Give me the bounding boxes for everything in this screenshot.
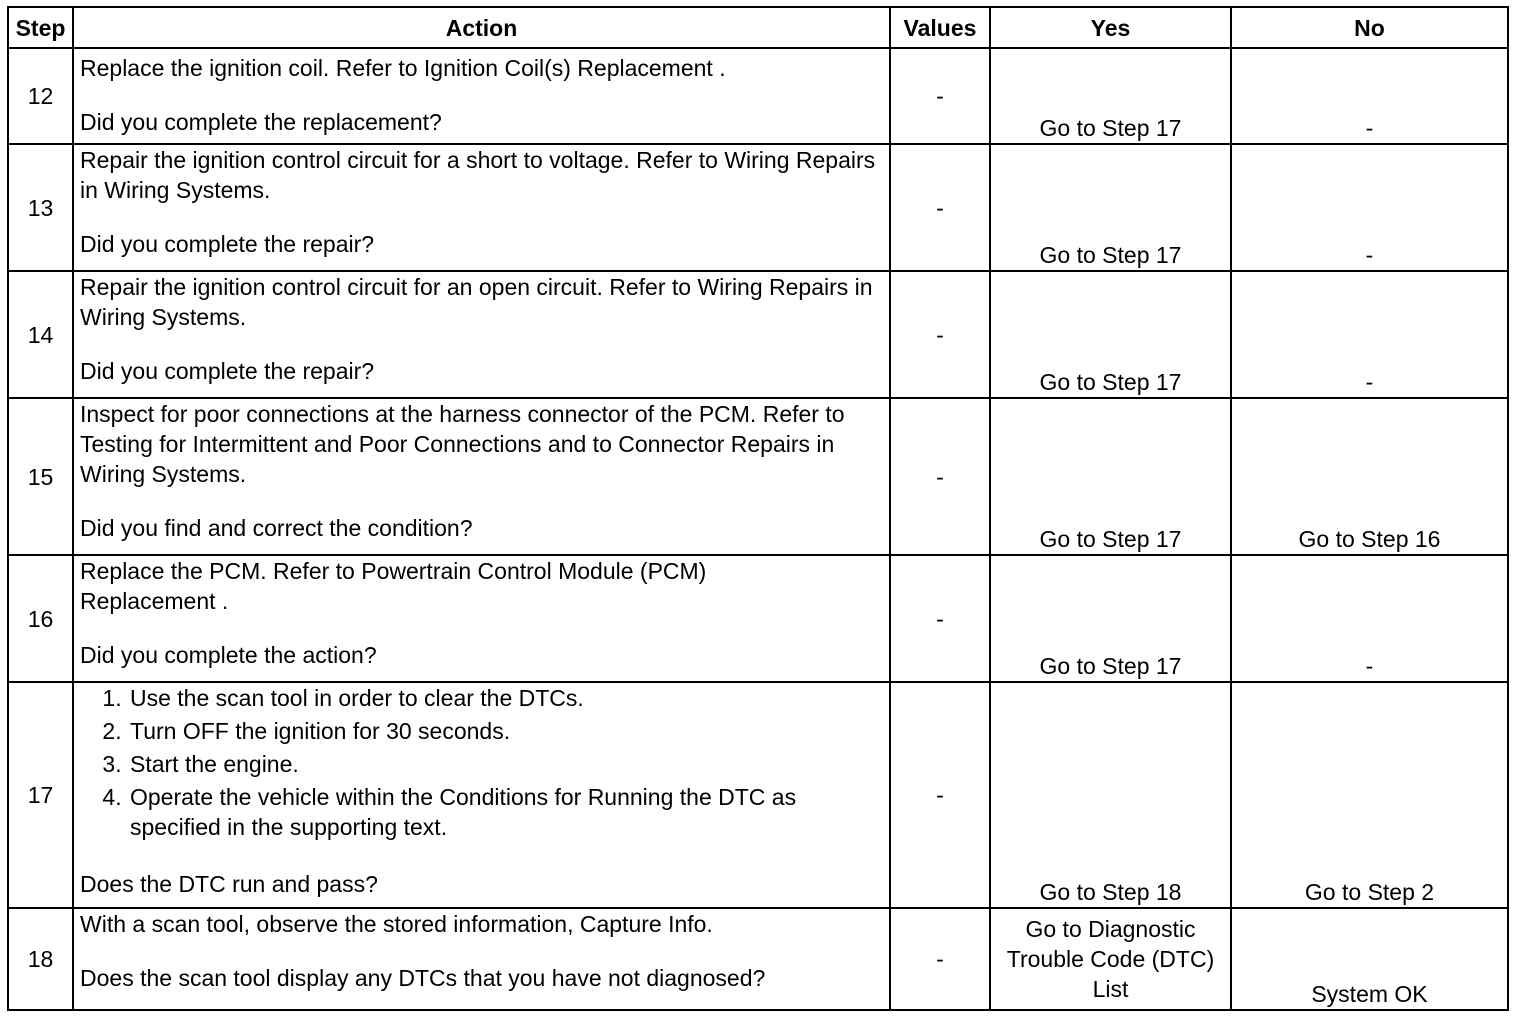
values-cell: -: [890, 555, 990, 682]
yes-result: [990, 908, 1231, 1010]
header-action: Action: [73, 7, 890, 48]
yes-result: Go to Step 18: [990, 682, 1231, 908]
action-instruction: Repair the ignition control circuit for a short to voltage. Refer to Wiring Repairs in Wiring Systems.: [80, 147, 876, 203]
action-cell: [73, 48, 890, 144]
action-cell: [73, 555, 890, 682]
no-result: -: [1231, 144, 1508, 271]
action-question: Did you complete the repair?: [80, 358, 375, 384]
yes-result-line: Go to Diagnostic: [1025, 916, 1196, 942]
no-result: -: [1231, 48, 1508, 144]
header-yes: Yes: [990, 7, 1231, 48]
action-question: Did you complete the replacement?: [80, 109, 442, 135]
action-instruction: Inspect for poor connections at the harness connector of the PCM. Refer to Testing for Intermittent and Poor Connections and to Connector Repairs in Wiring Systems.: [80, 401, 845, 487]
action-question: Does the scan tool display any DTCs that you have not diagnosed?: [80, 965, 766, 991]
table-row: [8, 144, 1508, 271]
step-number: 17: [8, 682, 73, 908]
substep-item: 2. Turn OFF the ignition for 30 seconds.: [128, 716, 883, 746]
yes-result-line: Trouble Code (DTC): [1006, 946, 1215, 972]
values-cell: -: [890, 271, 990, 398]
values-cell: -: [890, 144, 990, 271]
substep-list: [80, 683, 883, 842]
no-result: Go to Step 16: [1231, 398, 1508, 555]
yes-result: Go to Step 17: [990, 144, 1231, 271]
table-row: [8, 682, 1508, 908]
yes-result: Go to Step 17: [990, 555, 1231, 682]
yes-result: Go to Step 17: [990, 398, 1231, 555]
values-cell: -: [890, 908, 990, 1010]
table-row: [8, 908, 1508, 1010]
substep-item: 1. Use the scan tool in order to clear the DTCs.: [128, 683, 883, 713]
action-cell: [73, 144, 890, 271]
yes-result: Go to Step 17: [990, 48, 1231, 144]
action-question: Did you complete the repair?: [80, 231, 375, 257]
step-number: 12: [8, 48, 73, 144]
no-result: -: [1231, 555, 1508, 682]
step-number: 18: [8, 908, 73, 1010]
action-question: Did you complete the action?: [80, 642, 377, 668]
action-question: Does the DTC run and pass?: [80, 871, 378, 897]
values-cell: -: [890, 682, 990, 908]
action-cell: [73, 271, 890, 398]
step-number: 15: [8, 398, 73, 555]
header-values: Values: [890, 7, 990, 48]
action-cell: [73, 398, 890, 555]
header-row: [8, 7, 1508, 48]
no-result: -: [1231, 271, 1508, 398]
diagnostic-table: [7, 6, 1509, 1011]
action-instruction: Replace the ignition coil. Refer to Ignition Coil(s) Replacement .: [80, 55, 726, 81]
no-result: System OK: [1231, 908, 1508, 1010]
header-step: Step: [8, 7, 73, 48]
header-no: No: [1231, 7, 1508, 48]
values-cell: -: [890, 398, 990, 555]
step-number: 16: [8, 555, 73, 682]
table-row: [8, 271, 1508, 398]
action-instruction: Repair the ignition control circuit for an open circuit. Refer to Wiring Repairs in Wiring Systems.: [80, 274, 873, 330]
table-row: [8, 48, 1508, 144]
action-cell: [73, 682, 890, 908]
action-instruction: With a scan tool, observe the stored information, Capture Info.: [80, 911, 713, 937]
table-row: [8, 398, 1508, 555]
substep-item: 3. Start the engine.: [128, 749, 883, 779]
action-cell: [73, 908, 890, 1010]
substep-item: 4. Operate the vehicle within the Conditions for Running the DTC as specified in the supporting text.: [128, 782, 883, 842]
yes-result: Go to Step 17: [990, 271, 1231, 398]
table-row: [8, 555, 1508, 682]
action-question: Did you find and correct the condition?: [80, 515, 473, 541]
action-instruction: Replace the PCM. Refer to Powertrain Control Module (PCM) Replacement .: [80, 558, 707, 614]
yes-result-line: List: [1092, 976, 1129, 1002]
values-cell: -: [890, 48, 990, 144]
step-number: 14: [8, 271, 73, 398]
step-number: 13: [8, 144, 73, 271]
no-result: Go to Step 2: [1231, 682, 1508, 908]
